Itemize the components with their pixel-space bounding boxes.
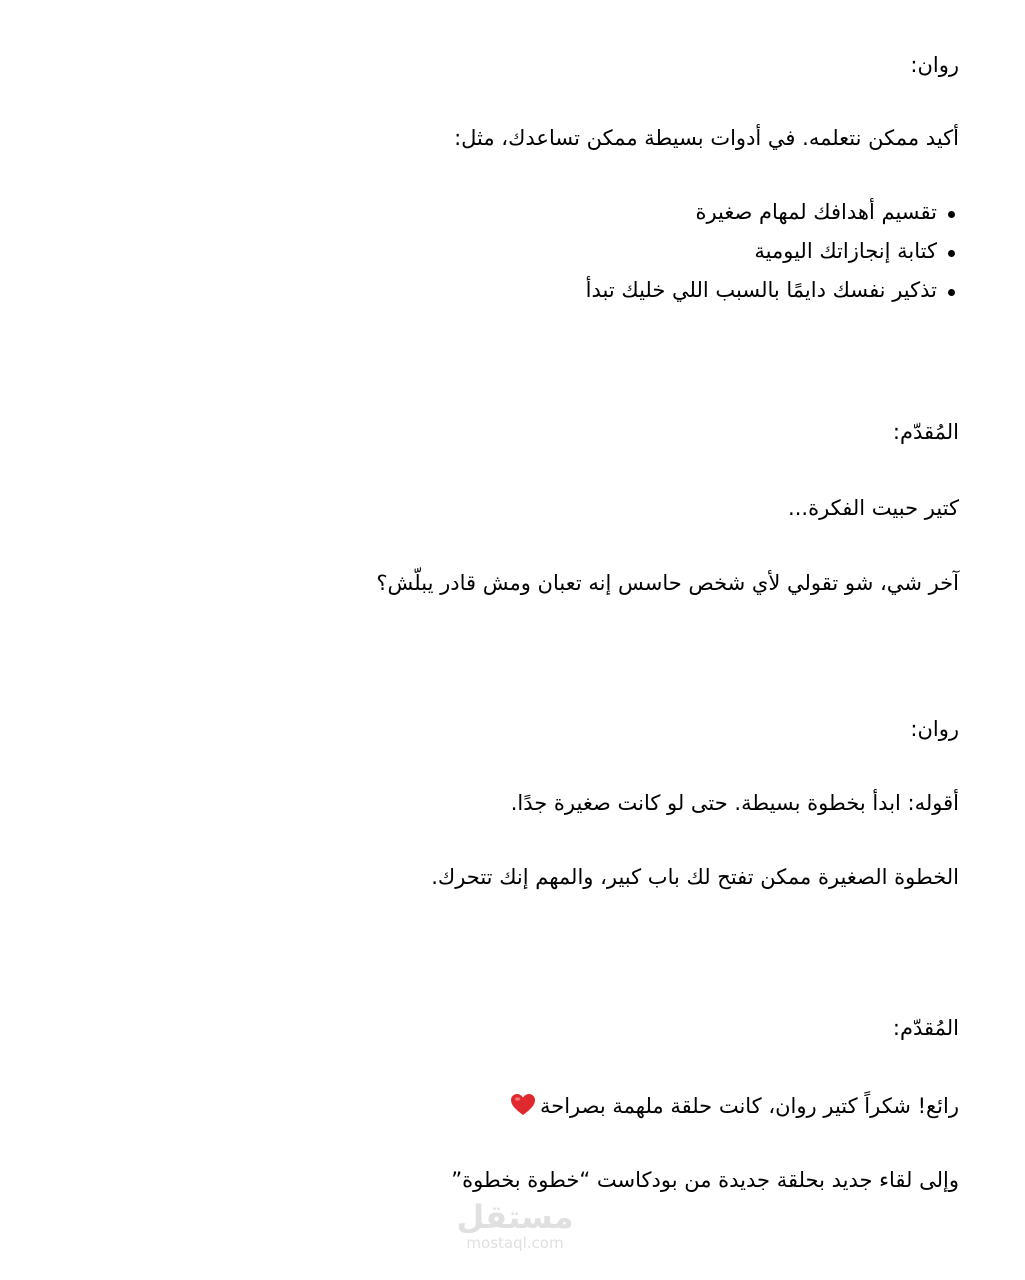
host-question: آخر شي، شو تقولي لأي شخص حاسس إنه تعبان ومش قادر يبلّش؟ [376, 571, 959, 595]
mostaql-watermark [450, 1200, 580, 1252]
rawan-intro-text: أكيد ممكن نتعلمه. في أدوات بسيطة ممكن تساعدك، مثل: [454, 126, 959, 150]
heart-icon [510, 1093, 536, 1125]
speaker-host: المُقدّم: [892, 420, 959, 444]
list-item: تقسيم أهدافك لمهام صغيرة [586, 193, 937, 232]
host-thanks-text: رائع! شكراً كتير روان، كانت حلقة ملهمة بصراحة [539, 1094, 959, 1118]
rawan-answer-line-1: أقوله: ابدأ بخطوة بسيطة. حتى لو كانت صغيرة جدًا. [510, 791, 959, 815]
host-thanks-line [510, 1091, 959, 1125]
host-farewell-line: وإلى لقاء جديد بحلقة جديدة من بودكاست “خطوة بخطوة” [451, 1168, 959, 1192]
list-item: تذكير نفسك دايمًا بالسبب اللي خليك تبدأ [586, 271, 937, 310]
watermark-logo-text: مستقل [456, 1198, 574, 1236]
rawan-answer-line-2: الخطوة الصغيرة ممكن تفتح لك باب كبير، والمهم إنك تتحرك. [431, 865, 959, 889]
speaker-rawan: روان: [910, 717, 959, 741]
speaker-rawan: روان: [910, 53, 959, 77]
list-item: كتابة إنجازاتك اليومية [586, 232, 937, 271]
host-line-1: كتير حبيت الفكرة... [788, 496, 959, 520]
watermark-site: mostaql.com [466, 1234, 564, 1252]
speaker-host: المُقدّم: [892, 1016, 959, 1040]
tips-list [586, 193, 959, 310]
